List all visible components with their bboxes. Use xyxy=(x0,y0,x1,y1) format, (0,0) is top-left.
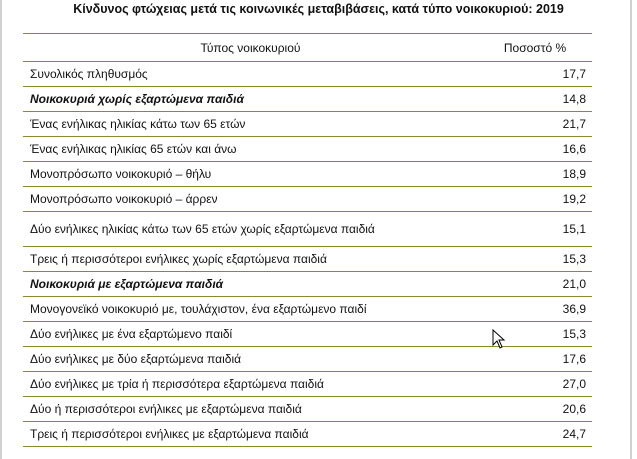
percentage-cell: 18,9 xyxy=(562,167,586,181)
header-percentage: Ποσοστό % xyxy=(503,40,567,55)
percentage-cell: 15,3 xyxy=(562,327,586,341)
percentage-cell: 17,7 xyxy=(562,67,586,81)
poverty-risk-table xyxy=(23,33,592,447)
household-type-cell: Δύο ή περισσότεροι ενήλικες με εξαρτώμενα παιδιά xyxy=(30,402,302,416)
household-type-cell: Δύο ενήλικες με δύο εξαρτώμενα παιδιά xyxy=(30,352,242,366)
household-type-cell: Δύο ενήλικες ηλικίας κάτω των 65 ετών χωρίς εξαρτώμενα παιδιά xyxy=(30,222,375,236)
percentage-cell: 21,7 xyxy=(562,117,586,131)
percentage-cell: 14,8 xyxy=(562,92,586,106)
table-row xyxy=(23,187,592,212)
percentage-cell: 27,0 xyxy=(562,377,586,391)
mouse-pointer-icon xyxy=(492,329,506,349)
percentage-cell: 21,0 xyxy=(562,277,586,291)
table-row xyxy=(23,137,592,162)
table-row xyxy=(23,212,592,247)
household-type-cell: Δύο ενήλικες με τρία ή περισσότερα εξαρτώμενα παιδιά xyxy=(30,377,324,391)
table-row xyxy=(23,422,592,447)
percentage-cell: 16,6 xyxy=(562,142,586,156)
table-row xyxy=(23,62,592,87)
household-type-cell: Νοικοκυριά χωρίς εξαρτώμενα παιδιά xyxy=(30,92,244,106)
percentage-cell: 20,6 xyxy=(562,402,586,416)
household-type-cell: Μονοπρόσωπο νοικοκυριό – άρρεν xyxy=(30,192,218,206)
percentage-cell: 15,3 xyxy=(562,252,586,266)
household-type-cell: Συνολικός πληθυσμός xyxy=(30,67,148,81)
header-household-type: Τύπος νοικοκυριού xyxy=(200,40,301,55)
table-row xyxy=(23,297,592,322)
percentage-cell: 19,2 xyxy=(562,192,586,206)
right-window-edge xyxy=(630,0,632,459)
table-group-row xyxy=(23,87,592,112)
table-row xyxy=(23,372,592,397)
household-type-cell: Τρεις ή περισσότεροι ενήλικες με εξαρτώμενα παιδιά xyxy=(30,427,309,441)
household-type-cell: Νοικοκυριά με εξαρτώμενα παιδιά xyxy=(30,277,224,291)
table-group-row xyxy=(23,272,592,297)
household-type-cell: Τρεις ή περισσότεροι ενήλικες χωρίς εξαρτώμενα παιδιά xyxy=(30,252,327,266)
table-row xyxy=(23,112,592,137)
table-row xyxy=(23,397,592,422)
percentage-cell: 15,1 xyxy=(562,222,586,236)
table-row xyxy=(23,322,592,347)
household-type-cell: Μονογονεϊκό νοικοκυριό με, τουλάχιστον, ένα εξαρτώμενο παιδί xyxy=(30,302,367,316)
percentage-cell: 24,7 xyxy=(562,427,586,441)
document-title: Κίνδυνος φτώχειας μετά τις κοινωνικές μεταβιβάσεις, κατά τύπο νοικοκυριού: 2019 xyxy=(73,2,564,16)
household-type-cell: Μονοπρόσωπο νοικοκυριό – θήλυ xyxy=(30,167,212,181)
household-type-cell: Δύο ενήλικες με ένα εξαρτώμενο παιδί xyxy=(30,327,233,341)
table-body xyxy=(23,62,592,447)
table-row xyxy=(23,347,592,372)
table-row xyxy=(23,162,592,187)
table-header xyxy=(23,33,592,62)
left-window-edge xyxy=(0,0,2,459)
household-type-cell: Ένας ενήλικας ηλικίας 65 ετών και άνω xyxy=(30,142,237,156)
percentage-cell: 17,6 xyxy=(562,352,586,366)
household-type-cell: Ένας ενήλικας ηλικίας κάτω των 65 ετών xyxy=(30,117,246,131)
percentage-cell: 36,9 xyxy=(562,302,586,316)
table-row xyxy=(23,247,592,272)
